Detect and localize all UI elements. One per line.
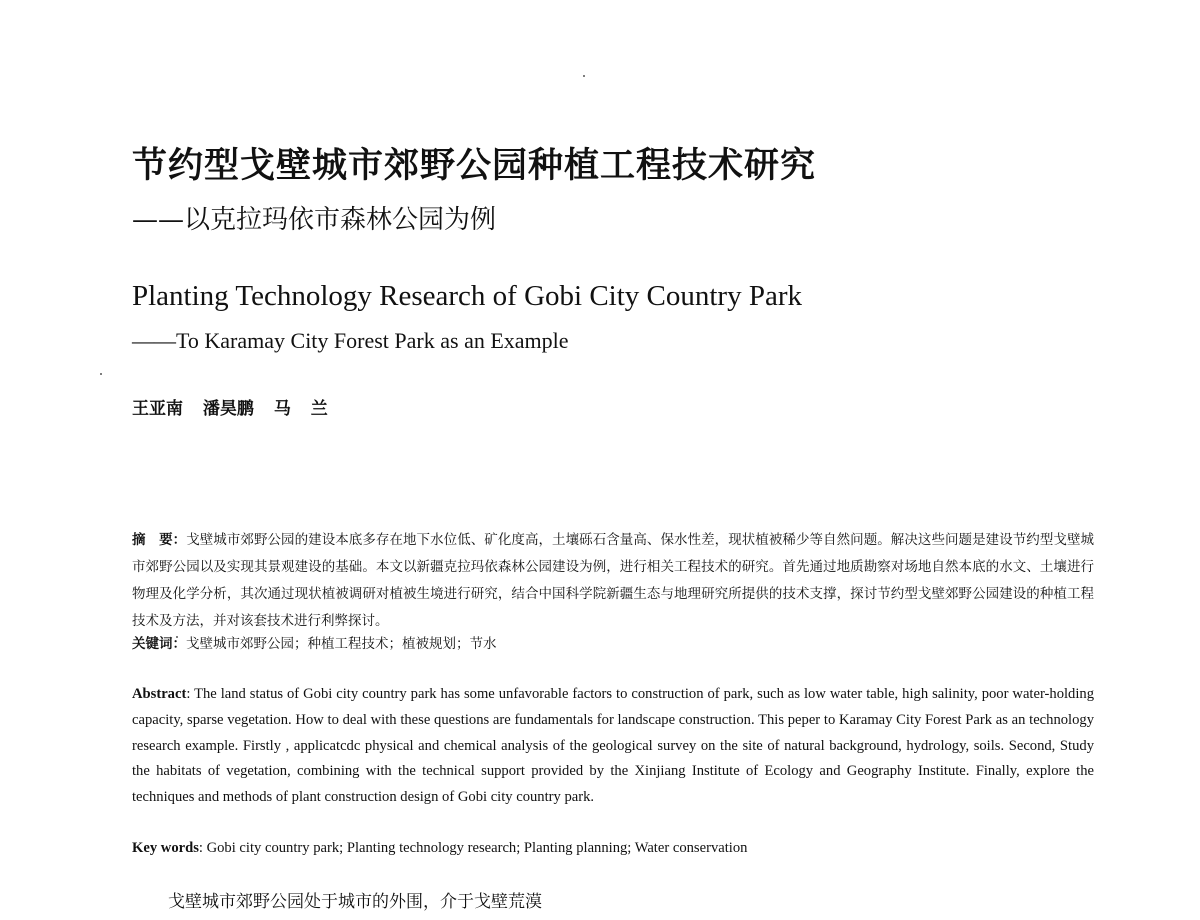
abstract-english-text: : The land status of Gobi city country park has some unfavorable factors to construction of park, such as low water table, high salinity, poor water-holding capacity, sparse vegetation. How to deal with these questions are fundamentals for landscape construction. This peper to Karamay City Forest Park as an technology research example. Firstly , applicatcdc physical and chemical analysis of the geological survey on the site of natural background, hydrology, soils. Second, Study the habitats of vegetation, combining with the technical support provided by the Xinjiang Institute of Ecology and Geography Institute. Finally, explore the techniques and methods of plant construction design of Gobi city country park. xyxy=(132,686,1094,806)
subtitle-chinese: ——以克拉玛依市森林公园为例 xyxy=(132,205,497,235)
subtitle-english: ——To Karamay City Forest Park as an Example xyxy=(132,328,569,353)
title-chinese: 节约型戈壁城市郊野公园种植工程技术研究 xyxy=(132,145,817,186)
keywords-chinese xyxy=(132,632,1094,656)
abstract-chinese xyxy=(132,527,1094,635)
body-first-line: 戈壁城市郊野公园处于城市的外围，介于戈壁荒漠 xyxy=(168,892,542,912)
abstract-chinese-label: 摘 要： xyxy=(132,532,187,548)
scan-speck xyxy=(100,373,102,375)
abstract-english-label: Abstract xyxy=(132,686,187,702)
keywords-chinese-label: 关键词： xyxy=(132,636,186,652)
keywords-chinese-text: 戈壁城市郊野公园；种植工程技术；植被规划；节水 xyxy=(186,636,497,652)
title-english: Planting Technology Research of Gobi City Country Park xyxy=(132,280,802,312)
keywords-english-label: Key words xyxy=(132,840,199,856)
keywords-english xyxy=(132,836,1094,860)
abstract-chinese-text: 戈壁城市郊野公园的建设本底多存在地下水位低、矿化度高，土壤砾石含量高、保水性差，现状植被稀少等自然问题。解决这些问题是建设节约型戈壁城市郊野公园以及实现其景观建设的基础。本文以新疆克拉玛依森林公园建设为例，进行相关工程技术的研究。首先通过地质勘察对场地自然本底的水文、土壤进行物理及化学分析，其次通过现状植被调研对植被生境进行研究，结合中国科学院新疆生态与地理研究所提供的技术支撑，探讨节约型戈壁郊野公园建设的种植工程技术及方法，并对该套技术进行利弊探讨。 xyxy=(132,532,1095,629)
scan-speck xyxy=(583,75,585,77)
author-list: 王亚南 潘昊鹏 马 兰 xyxy=(132,399,328,419)
abstract-english xyxy=(132,682,1094,811)
keywords-english-text: : Gobi city country park; Planting technology research; Planting planning; Water conservation xyxy=(198,840,748,856)
